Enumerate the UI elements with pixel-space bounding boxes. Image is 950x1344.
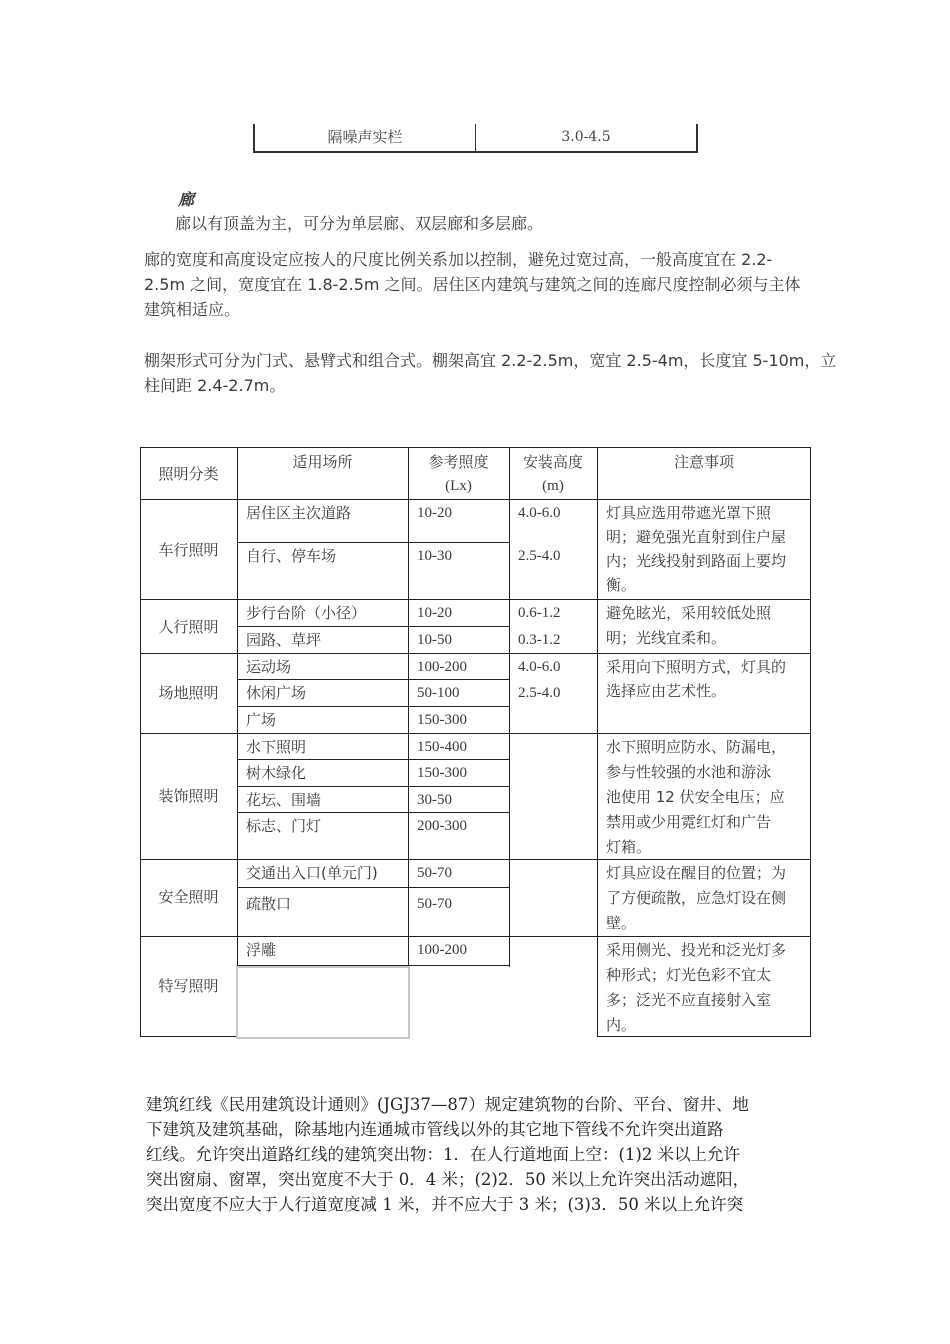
- place-cell: 疏散口: [246, 895, 292, 913]
- section-heading-corridor: 廊: [178, 190, 195, 209]
- note-line: 明；光线宜柔和。: [606, 629, 727, 647]
- header-lux: 参考照度: [428, 453, 489, 471]
- place-cell: 水下照明: [246, 738, 307, 756]
- lux-cell: 50-70: [417, 896, 452, 912]
- lux-cell: 150-300: [417, 712, 467, 728]
- place-cell: 休闲广场: [246, 684, 307, 702]
- table-cell-name: 隔噪声实栏: [255, 124, 476, 151]
- header-lux-unit: (Lx): [445, 478, 472, 494]
- lux-cell: 150-400: [417, 739, 467, 755]
- height-cell: 0.3-1.2: [518, 632, 561, 648]
- note-line: 多；泛光不应直接射入室: [606, 991, 772, 1009]
- height-cell: 4.0-6.0: [518, 505, 561, 521]
- lux-cell: 10-20: [417, 505, 452, 521]
- pergola-paragraph-line-2: 柱间距 2.4-2.7m。: [144, 376, 286, 395]
- table-cell-value: 3.0-4.5: [561, 129, 611, 145]
- red-line-paragraph-line-3: 红线。允许突出道路红线的建筑突出物：1．在人行道地面上空：(1)2 米以上允许: [146, 1145, 741, 1164]
- place-cell: 园路、草坪: [246, 631, 322, 649]
- category-feature: 特写照明: [158, 977, 219, 995]
- note-line: 灯具应选用带遮光罩下照: [606, 504, 772, 522]
- lux-cell: 100-200: [417, 942, 467, 958]
- category-vehicle: 车行照明: [158, 541, 219, 559]
- note-line: 参与性较强的水池和游泳: [606, 763, 772, 781]
- place-cell: 步行台阶（小径）: [246, 604, 367, 622]
- place-cell: 自行、停车场: [246, 547, 337, 565]
- note-line: 水下照明应防水、防漏电，: [606, 738, 787, 756]
- place-cell: 广场: [246, 711, 277, 729]
- note-line: 灯具应设在醒目的位置；为: [606, 864, 787, 882]
- place-cell: 花坛、围墙: [246, 791, 322, 809]
- note-line: 采用向下照明方式，灯具的: [606, 658, 787, 676]
- lux-cell: 10-50: [417, 632, 452, 648]
- category-decorative: 装饰照明: [158, 787, 219, 805]
- note-line: 选择应由艺术性。: [606, 682, 727, 700]
- category-pedestrian: 人行照明: [158, 618, 219, 636]
- note-line: 内；光线投射到路面上要均: [606, 552, 787, 570]
- empty-cell-box: [236, 966, 410, 1039]
- noise-barrier-table: [253, 124, 698, 153]
- corridor-paragraph-1: 廊以有顶盖为主，可分为单层廊、双层廊和多层廊。: [175, 214, 544, 233]
- header-notes: 注意事项: [673, 453, 734, 471]
- red-line-paragraph-line-5: 突出宽度不应大于人行道宽度减 1 米，并不应大于 3 米；(3)3．50 米以上允许突: [146, 1195, 744, 1214]
- place-cell: 居住区主次道路: [246, 504, 352, 522]
- note-line: 池使用 12 伏安全电压；应: [606, 788, 785, 806]
- place-cell: 交通出入口(单元门): [246, 864, 378, 882]
- pergola-paragraph-line-1: 棚架形式可分为门式、悬臂式和组合式。棚架高宜 2.2-2.5m，宽宜 2.5-4m，长度宜 5-10m，立: [144, 351, 837, 370]
- header-height: 安装高度: [522, 453, 583, 471]
- note-line: 壁。: [606, 914, 637, 932]
- lux-cell: 200-300: [417, 818, 467, 834]
- red-line-paragraph-line-1: 建筑红线《民用建筑设计通则》(JGJ37—87）规定建筑物的台阶、平台、窗井、地: [146, 1095, 749, 1114]
- note-line: 种形式；灯光色彩不宜太: [606, 966, 772, 984]
- note-line: 衡。: [606, 576, 637, 594]
- height-cell: 2.5-4.0: [518, 685, 561, 701]
- red-line-paragraph-line-4: 突出窗扇、窗罩，突出宽度不大于 0．4 米；(2)2．50 米以上允许突出活动遮阳，: [146, 1170, 750, 1189]
- note-line: 禁用或少用霓红灯和广告: [606, 813, 772, 831]
- corridor-paragraph-2-line-2: 2.5m 之间，宽度宜在 1.8-2.5m 之间。居住区内建筑与建筑之间的连廊尺度控制必须与主体: [144, 275, 801, 294]
- note-line: 避免眩光，采用较低处照: [606, 604, 772, 622]
- height-cell: 0.6-1.2: [518, 605, 561, 621]
- place-cell: 标志、门灯: [246, 817, 322, 835]
- corridor-paragraph-2-line-1: 廊的宽度和高度设定应按人的尺度比例关系加以控制，避免过宽过高，一般高度宜在 2.2-: [144, 250, 773, 269]
- header-category: 照明分类: [158, 465, 219, 483]
- note-line: 灯箱。: [606, 838, 652, 856]
- lux-cell: 10-20: [417, 605, 452, 621]
- category-venue: 场地照明: [158, 684, 219, 702]
- header-height-unit: (m): [542, 478, 564, 494]
- lux-cell: 150-300: [417, 765, 467, 781]
- red-line-paragraph-line-2: 下建筑及建筑基础，除基地内连通城市管线以外的其它地下管线不允许突出道路: [146, 1120, 724, 1139]
- note-line: 内。: [606, 1016, 637, 1034]
- corridor-paragraph-2-line-3: 建筑相适应。: [144, 300, 241, 319]
- height-cell: 2.5-4.0: [518, 548, 561, 564]
- place-cell: 运动场: [246, 658, 292, 676]
- place-cell: 浮雕: [246, 941, 277, 959]
- lux-cell: 50-100: [417, 685, 460, 701]
- lux-cell: 100-200: [417, 659, 467, 675]
- lux-cell: 10-30: [417, 548, 452, 564]
- category-safety: 安全照明: [158, 888, 219, 906]
- height-cell: 4.0-6.0: [518, 659, 561, 675]
- note-line: 采用侧光、投光和泛光灯多: [606, 941, 787, 959]
- lux-cell: 30-50: [417, 792, 452, 808]
- place-cell: 树木绿化: [246, 764, 307, 782]
- header-place: 适用场所: [292, 453, 353, 471]
- note-line: 明；避免强光直射到住户屋: [606, 528, 787, 546]
- lighting-table: [140, 447, 811, 1037]
- note-line: 了方便疏散，应急灯设在侧: [606, 889, 787, 907]
- lux-cell: 50-70: [417, 865, 452, 881]
